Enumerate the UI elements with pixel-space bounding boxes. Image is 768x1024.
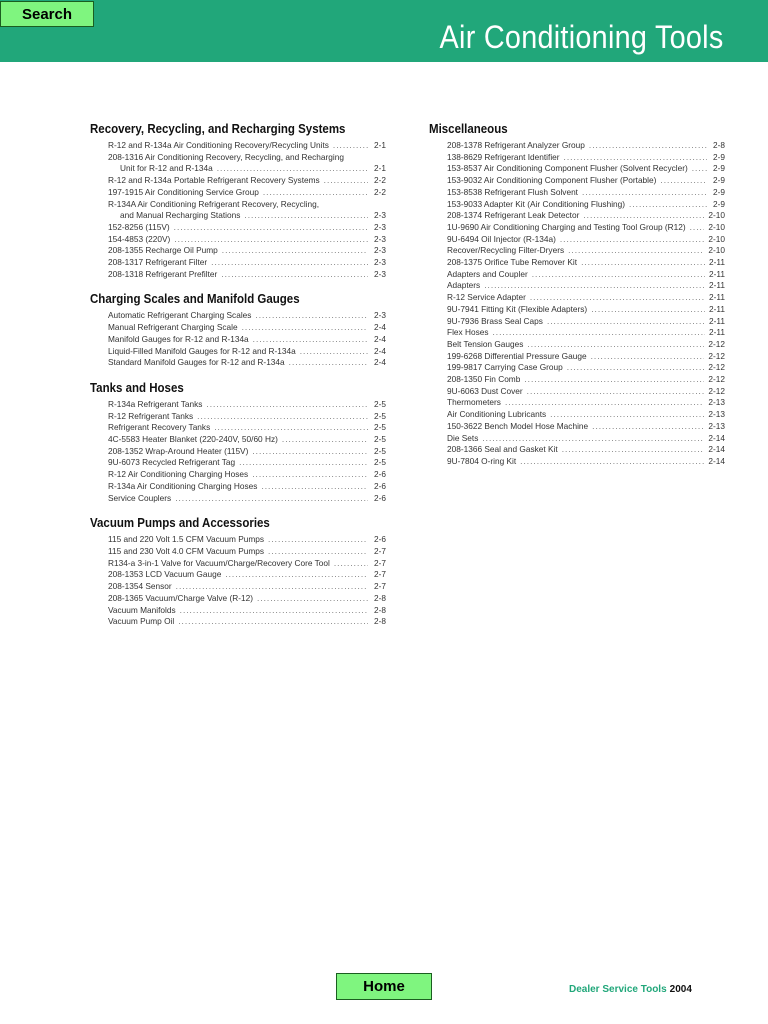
toc-section-recovery-recycling-and-recharging-systems: [90, 121, 386, 280]
toc-entry[interactable]: [108, 457, 386, 469]
toc-entry-page: 2-3: [374, 245, 386, 256]
dot-leader: [532, 269, 705, 281]
toc-entry-label: R-134a Air Conditioning Charging Hoses: [108, 480, 258, 491]
toc-entry-page: 2-11: [709, 292, 725, 303]
dot-leader: [206, 399, 368, 411]
toc-entry-page: 2-11: [709, 280, 725, 291]
toc-entry-label: and Manual Recharging Stations: [120, 210, 241, 221]
toc-entry-label: 4C-5583 Heater Blanket (220-240V, 50/60 Hz): [108, 434, 278, 445]
toc-entry-label: 208-1318 Refrigerant Prefilter: [108, 268, 218, 279]
toc-entry[interactable]: [108, 581, 386, 593]
toc-entry-label: 115 and 220 Volt 1.5 CFM Vacuum Pumps: [108, 534, 265, 545]
toc-entry-page: 2-9: [713, 175, 725, 186]
dot-leader: [268, 534, 368, 546]
toc-entry[interactable]: [447, 257, 725, 269]
dot-leader: [180, 605, 368, 617]
toc-entry[interactable]: [447, 280, 725, 292]
dot-leader: [583, 210, 704, 222]
toc-entry-label: Recover/Recycling Filter-Dryers: [447, 245, 565, 256]
toc-entry-label: Adapters and Coupler: [447, 268, 528, 279]
toc-entry[interactable]: [447, 397, 725, 409]
toc-entry-page: 2-12: [708, 374, 725, 385]
toc-entry-page: 2-9: [713, 163, 725, 174]
toc-section-miscellaneous: [429, 121, 725, 468]
toc-entry-label: Air Conditioning Lubricants: [447, 409, 547, 420]
toc-entry[interactable]: [108, 234, 386, 246]
dot-leader: [174, 222, 368, 234]
toc-entry-label: Service Couplers: [108, 492, 172, 503]
dot-leader: [244, 210, 368, 222]
toc-right-column: [429, 121, 725, 479]
toc-entry[interactable]: [108, 593, 386, 605]
dot-leader: [252, 446, 368, 458]
toc-entry-page: 2-12: [708, 362, 725, 373]
dot-leader: [175, 493, 368, 505]
search-button[interactable]: Search: [0, 1, 94, 27]
toc-entry[interactable]: [108, 346, 386, 358]
dot-leader: [174, 234, 368, 246]
section-title: Tanks and Hoses: [90, 380, 184, 395]
toc-entry[interactable]: [108, 493, 386, 505]
toc-entry-label: R-12 Air Conditioning Charging Hoses: [108, 469, 249, 480]
toc-entry[interactable]: [108, 152, 386, 164]
toc-entry-label: 208-1317 Refrigerant Filter: [108, 257, 208, 268]
toc-entry[interactable]: [447, 444, 725, 456]
toc-entry-page: 2-3: [374, 257, 386, 268]
toc-entry-page: 2-14: [708, 432, 725, 443]
toc-entry-page: 2-12: [708, 350, 725, 361]
toc-entry-page: 2-3: [374, 233, 386, 244]
toc-entry-label: Automatic Refrigerant Charging Scales: [108, 310, 252, 321]
toc-entry[interactable]: [447, 456, 725, 468]
dot-leader: [589, 140, 707, 152]
dot-leader: [222, 245, 368, 257]
section-title: Vacuum Pumps and Accessories: [90, 516, 270, 531]
dot-leader: [176, 581, 368, 593]
toc-entry-page: 2-5: [374, 422, 386, 433]
toc-entry-label: 9U-7804 O-ring Kit: [447, 455, 517, 466]
dot-leader: [239, 457, 368, 469]
toc-entry-label: 138-8629 Refrigerant Identifier: [447, 151, 560, 162]
dot-leader: [690, 222, 705, 234]
toc-entry[interactable]: [108, 245, 386, 257]
toc-entry[interactable]: [108, 422, 386, 434]
toc-entry[interactable]: [447, 163, 725, 175]
footer-brand: Dealer Service Tools: [569, 984, 667, 995]
toc-entry[interactable]: [447, 374, 725, 386]
toc-entry-page: 2-4: [374, 357, 386, 368]
toc-entry[interactable]: [108, 322, 386, 334]
toc-entry[interactable]: [447, 187, 725, 199]
toc-entry[interactable]: [108, 569, 386, 581]
toc-entry-page: 2-2: [374, 186, 386, 197]
toc-entry-label: Flex Hoses: [447, 327, 489, 338]
dot-leader: [252, 469, 368, 481]
dot-leader: [527, 386, 705, 398]
dot-leader: [225, 569, 368, 581]
toc-entry-page: 2-5: [374, 398, 386, 409]
toc-entry-page: 2-5: [374, 445, 386, 456]
toc-entry[interactable]: [447, 327, 725, 339]
toc-entry[interactable]: [108, 210, 386, 222]
toc-entry-label: R134-a 3-in-1 Valve for Vacuum/Charge/Recovery Core Tool: [108, 557, 330, 568]
dot-leader: [197, 411, 368, 423]
toc-entry-page: 2-9: [713, 151, 725, 162]
toc-entry-page: 2-5: [374, 410, 386, 421]
toc-entry-label: Die Sets: [447, 432, 479, 443]
dot-leader: [324, 175, 368, 187]
toc-entry-page: 2-1: [374, 140, 386, 150]
toc-entry-label: Vacuum Manifolds: [108, 604, 176, 615]
dot-leader: [692, 163, 707, 175]
dot-leader: [547, 316, 705, 328]
toc-entry-page: 2-8: [374, 604, 386, 615]
dot-leader: [564, 152, 707, 164]
toc-entry-page: 2-14: [708, 455, 725, 466]
section-title: Recovery, Recycling, and Recharging Systems: [90, 122, 346, 136]
toc-entry-page: 2-11: [709, 268, 725, 279]
toc-entry[interactable]: [108, 558, 386, 570]
footer-credit: [569, 984, 692, 995]
toc-entry[interactable]: [108, 399, 386, 411]
toc-entry[interactable]: [108, 605, 386, 617]
toc-entry-page: 2-11: [709, 315, 725, 326]
toc-entry-label: R-134A Air Conditioning Refrigerant Recovery, Recycling,: [108, 198, 320, 209]
toc-entry-label: Belt Tension Gauges: [447, 338, 524, 349]
toc-entry-page: 2-5: [374, 434, 386, 445]
toc-entry[interactable]: [447, 362, 725, 374]
toc-entry[interactable]: [108, 481, 386, 493]
dot-leader: [482, 433, 704, 445]
dot-leader: [520, 456, 704, 468]
dot-leader: [211, 257, 368, 269]
toc-entry[interactable]: [447, 210, 725, 222]
toc-entry-page: 2-8: [713, 140, 725, 150]
toc-entry[interactable]: [108, 411, 386, 423]
toc-entry[interactable]: [108, 616, 386, 628]
toc-entry-page: 2-10: [708, 245, 725, 256]
toc-entry-label: Vacuum Pump Oil: [108, 616, 175, 627]
dot-leader: [505, 397, 704, 409]
toc-entry[interactable]: [108, 163, 386, 175]
toc-entry-page: 2-7: [374, 545, 386, 556]
toc-entry[interactable]: [447, 409, 725, 421]
toc-entry-page: 2-3: [374, 221, 386, 232]
toc-entry-label: 115 and 230 Volt 4.0 CFM Vacuum Pumps: [108, 545, 265, 556]
toc-entry-list: [90, 399, 386, 504]
toc-entry[interactable]: [108, 140, 386, 152]
toc-entry-label: R-12 and R-134a Portable Refrigerant Recovery Systems: [108, 175, 320, 186]
toc-entry-page: 2-7: [374, 569, 386, 580]
dot-leader: [282, 434, 368, 446]
toc-entry-label: 154-4853 (220V): [108, 233, 171, 244]
toc-entry[interactable]: [447, 175, 725, 187]
toc-entry-label: 208-1365 Vacuum/Charge Valve (R-12): [108, 592, 253, 603]
toc-entry-page: 2-12: [708, 338, 725, 349]
toc-entry-page: 2-12: [708, 385, 725, 396]
toc-entry-label: 197-1915 Air Conditioning Service Group: [108, 186, 259, 197]
toc-entry[interactable]: [108, 534, 386, 546]
toc-entry[interactable]: [447, 316, 725, 328]
dot-leader: [591, 351, 705, 363]
toc-entry[interactable]: [108, 434, 386, 446]
toc-entry-label: R-12 Refrigerant Tanks: [108, 410, 194, 421]
toc-entry-label: Liquid-Filled Manifold Gauges for R-12 and R-134a: [108, 345, 296, 356]
toc-entry[interactable]: [447, 152, 725, 164]
dot-leader: [257, 593, 368, 605]
toc-entry-label: 208-1316 Air Conditioning Recovery, Recycling, and Recharging: [108, 151, 344, 162]
dot-leader: [221, 269, 368, 281]
toc-entry-page: 2-11: [709, 327, 725, 338]
toc-section-vacuum-pumps-and-accessories: [90, 515, 386, 628]
dot-leader: [629, 199, 707, 211]
toc-entry-label: Manifold Gauges for R-12 and R-134a: [108, 333, 249, 344]
toc-entry-label: 153-9033 Adapter Kit (Air Conditioning Flushing): [447, 198, 626, 209]
toc-entry-page: 2-2: [374, 175, 386, 186]
toc-entry-label: 199-6268 Differential Pressure Gauge: [447, 350, 587, 361]
toc-entry-label: 208-1374 Refrigerant Leak Detector: [447, 210, 580, 221]
toc-entry-label: Standard Manifold Gauges for R-12 and R-134a: [108, 357, 285, 368]
toc-entry-page: 2-5: [374, 457, 386, 468]
toc-entry-label: Manual Refrigerant Charging Scale: [108, 322, 238, 333]
toc-entry[interactable]: [447, 222, 725, 234]
toc-entry-page: 2-10: [708, 221, 725, 232]
toc-entry-label: 199-9817 Carrying Case Group: [447, 362, 563, 373]
dot-leader: [568, 245, 704, 257]
toc-entry-label: 208-1352 Wrap-Around Heater (115V): [108, 445, 249, 456]
dot-leader: [217, 163, 368, 175]
toc-entry-label: 152-8256 (115V): [108, 221, 170, 232]
toc-entry[interactable]: [108, 357, 386, 369]
toc-entry-page: 2-7: [374, 581, 386, 592]
home-button[interactable]: Home: [336, 973, 432, 1000]
toc-entry-label: 208-1375 Orifice Tube Remover Kit: [447, 257, 578, 268]
toc-section-charging-scales-and-manifold-gauges: [90, 291, 386, 369]
toc-entry-page: 2-6: [374, 469, 386, 480]
dot-leader: [567, 362, 705, 374]
dot-leader: [550, 409, 704, 421]
toc-entry[interactable]: [447, 339, 725, 351]
dot-leader: [242, 322, 368, 334]
toc-entry-page: 2-13: [708, 420, 725, 431]
toc-entry[interactable]: [447, 421, 725, 433]
toc-entry[interactable]: [108, 199, 386, 211]
toc-entry-page: 2-1: [374, 163, 386, 174]
toc-entry[interactable]: [447, 351, 725, 363]
toc-entry-label: 9U-6073 Recycled Refrigerant Tag: [108, 457, 236, 468]
toc-entry-label: 9U-7941 Fitting Kit (Flexible Adapters): [447, 303, 588, 314]
toc-entry-page: 2-14: [708, 444, 725, 455]
dot-leader: [582, 187, 707, 199]
toc-entry[interactable]: [108, 222, 386, 234]
toc-entry-page: 2-11: [709, 257, 725, 268]
toc-entry[interactable]: [447, 304, 725, 316]
dot-leader: [592, 421, 704, 433]
toc-entry-page: 2-13: [708, 409, 725, 420]
dot-leader: [562, 444, 705, 456]
toc-entry-label: Refrigerant Recovery Tanks: [108, 422, 211, 433]
toc-entry-label: 208-1350 Fin Comb: [447, 374, 521, 385]
toc-entry-label: 1U-9690 Air Conditioning Charging and Testing Tool Group (R12): [447, 221, 686, 232]
toc-entry-label: 150-3622 Bench Model Hose Machine: [447, 420, 589, 431]
dot-leader: [253, 334, 368, 346]
toc-entry-label: R-12 and R-134a Air Conditioning Recovery/Recycling Units: [108, 140, 329, 150]
toc-entry-page: 2-10: [708, 210, 725, 221]
toc-entry[interactable]: [447, 269, 725, 281]
toc-entry-list: [90, 140, 386, 280]
toc-entry-page: 2-3: [374, 310, 386, 321]
toc-left-column: [90, 121, 386, 639]
toc-entry-list: [90, 310, 386, 369]
section-title: Miscellaneous: [429, 122, 508, 136]
toc-entry-page: 2-3: [374, 268, 386, 279]
toc-entry-label: 9U-6063 Dust Cover: [447, 385, 523, 396]
dot-leader: [484, 280, 705, 292]
toc-entry-label: 153-8538 Refrigerant Flush Solvent: [447, 186, 578, 197]
toc-entry[interactable]: [447, 386, 725, 398]
toc-entry[interactable]: [108, 546, 386, 558]
dot-leader: [333, 140, 368, 152]
toc-entry-page: 2-6: [374, 492, 386, 503]
toc-entry[interactable]: [108, 334, 386, 346]
toc-entry-label: 153-8537 Air Conditioning Component Flusher (Solvent Recycler): [447, 163, 688, 174]
toc-entry-label: 208-1354 Sensor: [108, 581, 172, 592]
toc-entry-page: 2-11: [709, 303, 725, 314]
toc-entry-label: 9U-6494 Oil Injector (R-134a): [447, 233, 556, 244]
toc-entry[interactable]: [447, 433, 725, 445]
dot-leader: [660, 175, 707, 187]
toc-entry-label: 208-1355 Recharge Oil Pump: [108, 245, 218, 256]
dot-leader: [524, 374, 704, 386]
toc-entry[interactable]: [447, 140, 725, 152]
toc-entry-page: 2-8: [374, 592, 386, 603]
toc-entry[interactable]: [108, 175, 386, 187]
toc-entry[interactable]: [108, 187, 386, 199]
toc-entry-page: 2-6: [374, 480, 386, 491]
dot-leader: [255, 310, 368, 322]
dot-leader: [560, 234, 705, 246]
dot-leader: [581, 257, 705, 269]
toc-entry[interactable]: [108, 469, 386, 481]
toc-entry-label: 208-1378 Refrigerant Analyzer Group: [447, 140, 585, 150]
toc-entry-label: Adapters: [447, 280, 481, 291]
toc-entry[interactable]: [447, 199, 725, 211]
toc-entry[interactable]: [108, 446, 386, 458]
toc-entry-label: R-12 Service Adapter: [447, 292, 526, 303]
toc-entry-label: 208-1353 LCD Vacuum Gauge: [108, 569, 222, 580]
page-title: Air Conditioning Tools: [440, 19, 724, 55]
dot-leader: [493, 327, 706, 339]
toc-entry-page: 2-13: [708, 397, 725, 408]
toc-entry-label: 153-9032 Air Conditioning Component Flusher (Portable): [447, 175, 657, 186]
toc-entry-label: 9U-7936 Brass Seal Caps: [447, 315, 543, 326]
toc-entry[interactable]: [108, 310, 386, 322]
dot-leader: [268, 546, 368, 558]
toc-entry[interactable]: [108, 257, 386, 269]
dot-leader: [261, 481, 368, 493]
toc-entry-page: 2-10: [708, 233, 725, 244]
toc-entry-page: 2-6: [374, 534, 386, 545]
toc-entry[interactable]: [108, 269, 386, 281]
toc-entry-page: 2-3: [374, 210, 386, 221]
toc-entry-list: [90, 534, 386, 628]
toc-entry-page: 2-7: [374, 557, 386, 568]
toc-entry-page: 2-4: [374, 333, 386, 344]
toc-entry-page: 2-4: [374, 345, 386, 356]
toc-entry[interactable]: [447, 245, 725, 257]
toc-entry-label: 208-1366 Seal and Gasket Kit: [447, 444, 558, 455]
toc-entry-label: Unit for R-12 and R-134a: [120, 163, 213, 174]
dot-leader: [530, 292, 705, 304]
toc-entry-list: [429, 140, 725, 468]
dot-leader: [263, 187, 368, 199]
header-bar: [0, 0, 768, 62]
toc-entry-label: Thermometers: [447, 397, 501, 408]
dot-leader: [334, 558, 368, 570]
toc-entry-page: 2-8: [374, 616, 386, 627]
dot-leader: [178, 616, 368, 628]
toc-section-tanks-and-hoses: [90, 380, 386, 504]
toc-entry-page: 2-4: [374, 322, 386, 333]
footer-year: 2004: [669, 984, 692, 995]
toc-entry[interactable]: [447, 292, 725, 304]
dot-leader: [527, 339, 704, 351]
toc-entry[interactable]: [447, 234, 725, 246]
dot-leader: [591, 304, 705, 316]
toc-entry-label: R-134a Refrigerant Tanks: [108, 398, 203, 409]
dot-leader: [289, 357, 368, 369]
toc-entry-page: 2-9: [713, 186, 725, 197]
toc-entry-page: 2-9: [713, 198, 725, 209]
section-title: Charging Scales and Manifold Gauges: [90, 292, 300, 307]
dot-leader: [214, 422, 368, 434]
dot-leader: [300, 346, 368, 358]
